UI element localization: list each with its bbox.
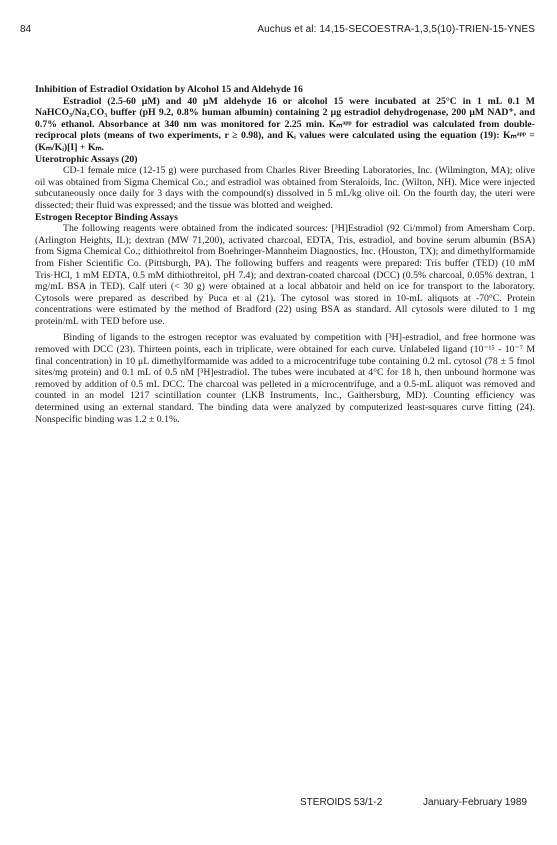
paragraph: Binding of ligands to the estrogen receptor was evaluated by competition with [³H]-estradiol, and free hormone was removed with DCC (23). Thirteen points, each in triplicate, were obtained for each curve. Unlabeled ligand (10⁻¹⁵ - 10⁻⁷ M final concentration) in 10 μL dimethylformamide was added to a microcentrifuge tube containing 0.2 mL cytosol (78 ± 5 fmol sites/mg protein) and 0.1 mL of 0.5 nM [³H]estradiol. The tubes were incubated at 4°C for 18 h, then unbound hormone was removed by addition of 0.5 mL DCC. The charcoal was pelleted in a microcentrifuge, and a 0.5-mL aliquot was removed and counted in an model 1217 scintillation counter (LKB Instruments, Inc., Gaithersburg, MD). Counting efficiency was determined using an external standard. The binding data were analyzed by computerized least-squares curve fitting (24). Nonspecific binding was 1.2 ± 0.1%. bbox=[35, 332, 535, 425]
section-title: Estrogen Receptor Binding Assays bbox=[35, 211, 178, 223]
section-receptor-binding bbox=[35, 212, 535, 426]
section-uterotrophic bbox=[35, 154, 535, 212]
section-title: Inhibition of Estradiol Oxidation by Alcohol 15 and Aldehyde 16 bbox=[35, 84, 303, 95]
paragraph: CD-1 female mice (12-15 g) were purchased from Charles River Breeding Laboratories, Inc. (Wilmington, MA); olive oil was obtained from Sigma Chemical Co.; and estradiol was obtained from Steraloids, Inc. (Wilton, NH). Mice were injected subcutaneously once daily for 3 days with the compound(s) dissolved in 5 mL/kg olive oil. On the fourth day, the uteri were dissected; their fluid was expressed; and the tissue was blotted and weighed. bbox=[35, 165, 535, 211]
article-body bbox=[35, 84, 535, 425]
issue-date: January-February 1989 bbox=[423, 797, 527, 808]
page-header bbox=[20, 24, 535, 38]
section-title: Uterotrophic Assays (20) bbox=[35, 153, 138, 165]
paragraph: The following reagents were obtained from the indicated sources: [³H]Estradiol (92 Ci/mmol) from Amersham Corp. (Arlington Heights, IL); dextran (MW 71,200), activated charcoal, EDTA, Tris, estradiol, and bovine serum albumin (BSA) from Sigma Chemical Co.; dithiothreitol from Boehringer-Mannheim Diagnostics, Inc. (Houston, TX); and dimethylformamide from Fisher Scientific Co. (Pittsburgh, PA). The following buffers and reagents were prepared: Tris buffer (TED) (10 mM Tris·HCl, 1 mM EDTA, 0.5 mM dithiothreitol, pH 7.4); and dextran-coated charcoal (DCC) (0.5% charcoal, 0.05% dextran, 1 mg/mL BSA in TED). Calf uteri (< 30 g) were obtained at a local abbatoir and held on ice for transport to the laboratory. Cytosols were prepared as described by Puca et al (21). The cytosol was stored in 10-mL aliquots at -70°C. Protein concentrations were estimated by the method of Bradford (22) using BSA as standard. All cytosols were diluted to 1 mg protein/mL with TED before use. bbox=[35, 223, 535, 327]
paragraph: Estradiol (2.5-60 μM) and 40 μM aldehyde 16 or alcohol 15 were incubated at 25°C in 1 mL 0.1 M NaHCO₃/Na₂CO₃ buffer (pH 9.2, 0.8% human albumin) containing 2 μg estradiol dehydrogenase, 200 μM NAD⁺, and 0.7% ethanol. Absorbance at 340 nm was monitored for 2.25 min. Kₘᵃᵖᵖ for estradiol was calculated from double-reciprocal plots (means of two experiments, r ≥ 0.98), and Kᵢ values were calculated using the equation (19): Kₘᵃᵖᵖ = (Kₘ/Kᵢ)[I] + Kₘ. bbox=[35, 95, 535, 153]
running-head: Auchus et al: 14,15-SECOESTRA-1,3,5(10)-TRIEN-15-YNES bbox=[257, 24, 535, 35]
page-footer bbox=[300, 797, 527, 811]
page-number: 84 bbox=[20, 24, 32, 35]
journal-citation: STEROIDS 53/1-2 bbox=[300, 797, 383, 808]
section-inhibition bbox=[35, 84, 535, 154]
